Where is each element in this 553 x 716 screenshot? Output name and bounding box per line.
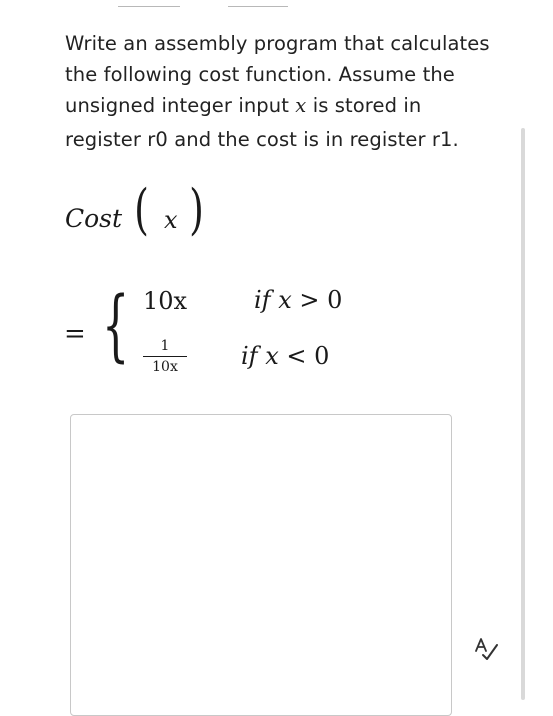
case-1-if: if [254,286,271,314]
left-paren: ( [134,178,149,241]
fraction-denominator: 10x [152,359,178,375]
top-divider-left [118,6,180,7]
cost-argument: x [164,206,178,234]
fraction-bar [143,356,187,357]
scrollbar[interactable] [521,128,525,700]
case-1-relation: > 0 [299,286,343,314]
question-line-3-start: unsigned integer input [65,94,296,117]
case-1-condition [254,286,342,314]
right-paren: ) [189,178,204,241]
case-2-var: x [265,342,279,370]
case-1-var: x [278,286,292,314]
spellcheck-icon[interactable] [473,636,499,662]
case-2-relation: < 0 [286,342,330,370]
question-line-1: Write an assembly program that calculates [65,32,490,55]
top-divider-right [228,6,288,7]
question-line-3-end: is stored in [306,94,422,117]
fraction-numerator: 1 [160,338,170,354]
case-2-if: if [241,342,258,370]
case-1-value: 10x [143,287,188,315]
answer-text-area[interactable] [70,414,452,716]
equals-sign: = [64,319,86,349]
question-line-4: register r0 and the cost is in register r1. [65,128,459,151]
question-line-3 [65,90,520,121]
question-line-2: the following cost function. Assume the [65,63,455,86]
question-text [65,28,520,155]
left-brace: { [102,281,130,371]
case-2-condition [241,342,329,370]
case-2-fraction [143,338,187,375]
cost-label: Cost [65,204,123,233]
input-variable: x [295,94,307,117]
